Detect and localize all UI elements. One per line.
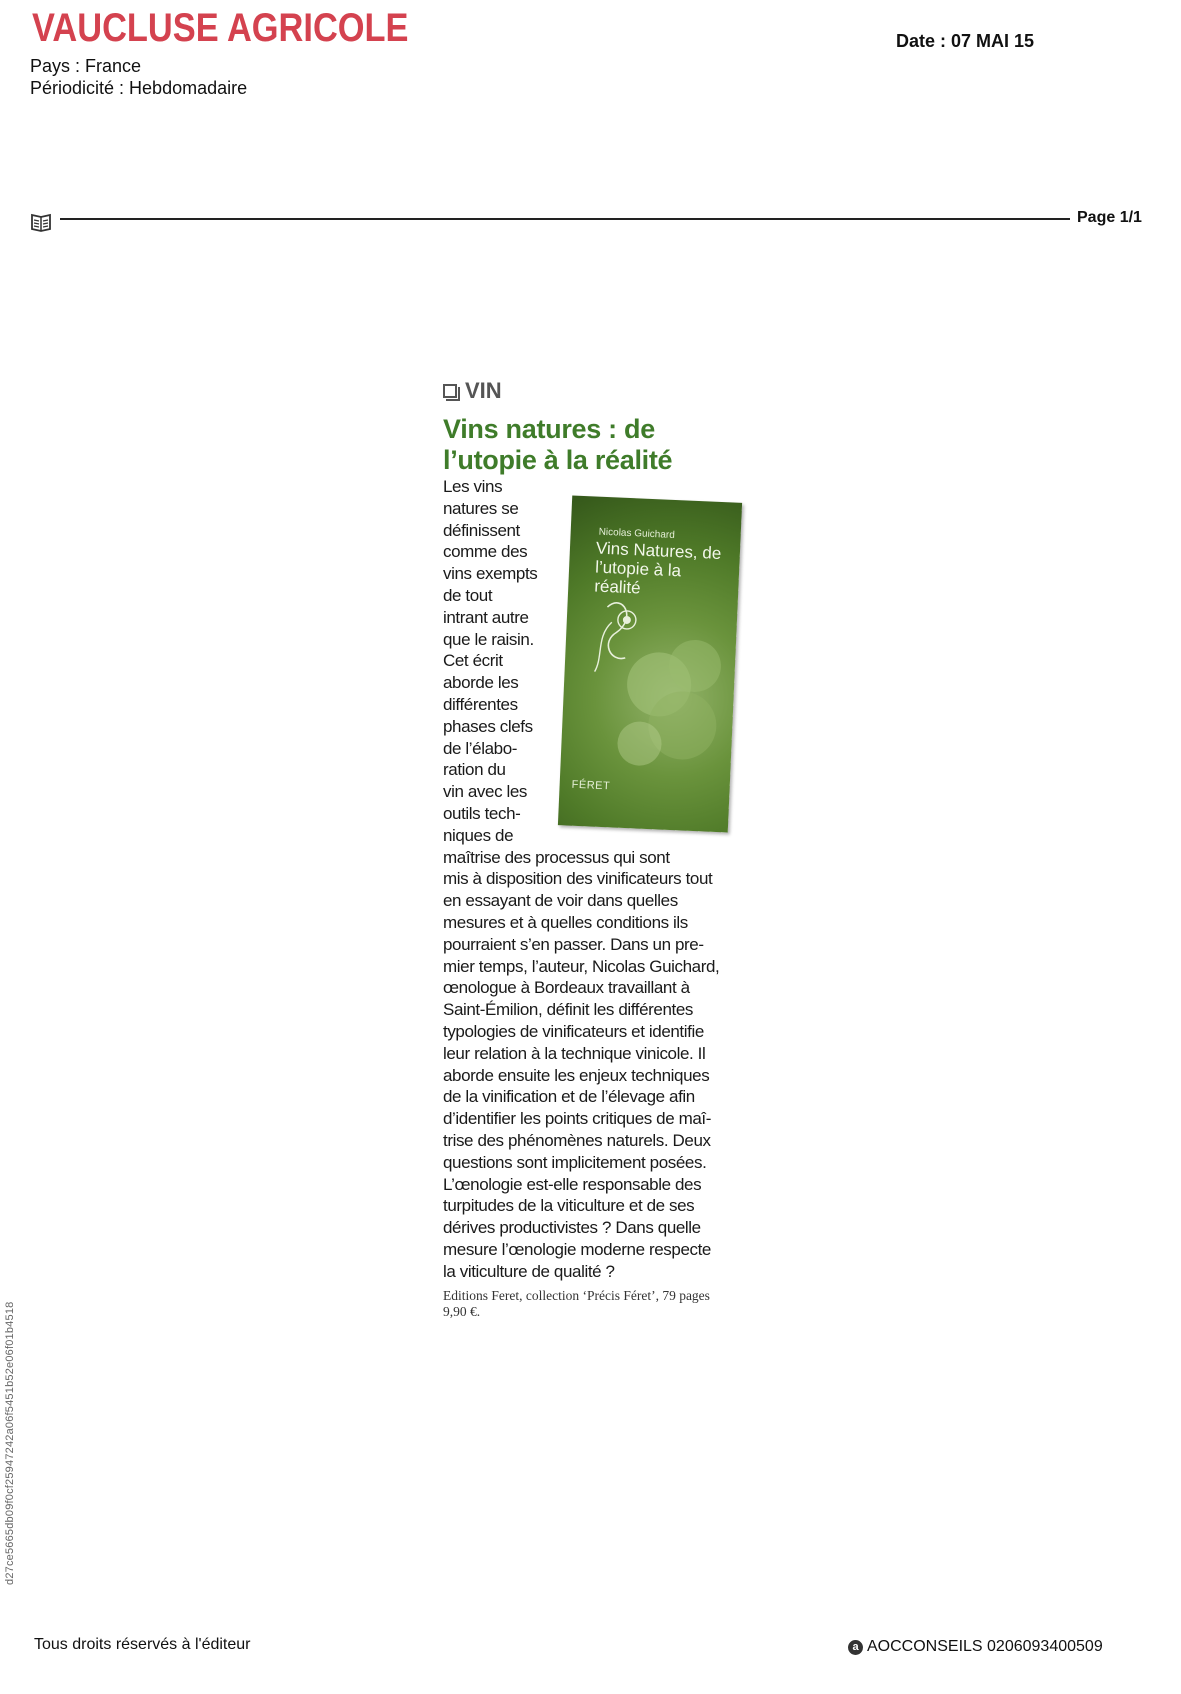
body-line: comme des	[443, 542, 528, 562]
body-line: niques de	[443, 825, 514, 845]
body-line: outils tech-	[443, 803, 521, 823]
body-line: phases clefs	[443, 716, 533, 736]
body-line: maîtrise des processus qui sont	[443, 847, 670, 867]
body-line: mis à disposition des vinificateurs tout	[443, 869, 713, 889]
body-line: vins exempts	[443, 564, 538, 584]
agency-text: AOCCONSEILS 0206093400509	[867, 1638, 1103, 1655]
body-line: Les vins	[443, 477, 503, 496]
body-line: de tout	[443, 585, 493, 605]
headline-line: l’utopie à la réalité	[443, 445, 673, 475]
body-line: mesures et à quelles conditions ils	[443, 912, 688, 932]
country-label: Pays : France	[30, 56, 142, 76]
publication-date: Date : 07 MAI 15	[896, 31, 1035, 51]
rights-notice: Tous droits réservés à l'éditeur	[34, 1636, 251, 1653]
body-line: pourraient s’en passer. Dans un pre-	[443, 934, 704, 954]
body-line: typologies de vinificateurs et identifie	[443, 1021, 704, 1041]
book-title: Vins Natures, de l’utopie à la réalité	[593, 538, 722, 598]
body-line: dérives productivistes ? Dans quelle	[443, 1218, 701, 1238]
page-number: Page 1/1	[1077, 209, 1142, 226]
body-line: mesure l’œnologie moderne respecte	[443, 1239, 711, 1259]
body-line: mier temps, l’auteur, Nicolas Guichard,	[443, 956, 720, 976]
body-line: turpitudes de la viticulture et de ses	[443, 1196, 695, 1216]
rubric-label: VIN	[465, 378, 502, 403]
book-cover-image	[558, 495, 742, 832]
rubric	[443, 378, 743, 404]
periodicity-label: Périodicité : Hebdomadaire	[30, 78, 248, 98]
body-line: vin avec les	[443, 782, 528, 802]
body-line: ration du	[443, 760, 506, 780]
body-line: questions sont implicitement posées.	[443, 1152, 707, 1172]
body-line: aborde ensuite les enjeux techniques	[443, 1065, 710, 1085]
body-line: intrant autre	[443, 607, 529, 627]
article-headline	[443, 414, 743, 476]
body-line: natures se	[443, 498, 519, 518]
body-line: la viticulture de qualité ?	[443, 1261, 615, 1281]
body-line: L’œnologie est-elle responsable des	[443, 1174, 702, 1194]
headline-line: Vins natures : de	[443, 414, 655, 444]
rubric-box-icon	[443, 384, 457, 398]
body-line: de l’élabo-	[443, 738, 518, 758]
book-publisher: FÉRET	[571, 778, 611, 793]
body-line: Saint-Émilion, définit les différentes	[443, 1000, 694, 1020]
agency-logo-icon: a	[848, 1640, 863, 1655]
article-credit	[443, 1288, 743, 1320]
body-line: d’identifier les points critiques de maî-	[443, 1109, 712, 1129]
body-line: en essayant de voir dans quelles	[443, 891, 678, 911]
body-line: œnologue à Bordeaux travaillant à	[443, 978, 690, 998]
body-line: Cet écrit	[443, 651, 503, 671]
credit-line: Editions Feret, collection ‘Précis Féret’, 79 pages	[443, 1288, 710, 1304]
body-line: que le raisin.	[443, 629, 534, 649]
book-author: Nicolas Guichard	[598, 526, 676, 541]
credit-line: 9,90 €.	[443, 1304, 481, 1320]
body-line: leur relation à la technique vinicole. Il	[443, 1043, 706, 1063]
masthead: VAUCLUSE AGRICOLE	[32, 6, 409, 50]
document-id: d27ce5665db09f0cf25947242a06f5451b52e06f01b4518	[4, 1301, 16, 1585]
body-line: différentes	[443, 694, 518, 714]
newspaper-icon	[30, 212, 52, 232]
body-line: définissent	[443, 520, 520, 540]
agency-credit	[848, 1638, 1103, 1656]
body-line: de la vinification et de l’élevage afin	[443, 1087, 695, 1107]
body-line: aborde les	[443, 673, 519, 693]
body-line: trise des phénomènes naturels. Deux	[443, 1130, 711, 1150]
header-rule	[60, 218, 1070, 220]
